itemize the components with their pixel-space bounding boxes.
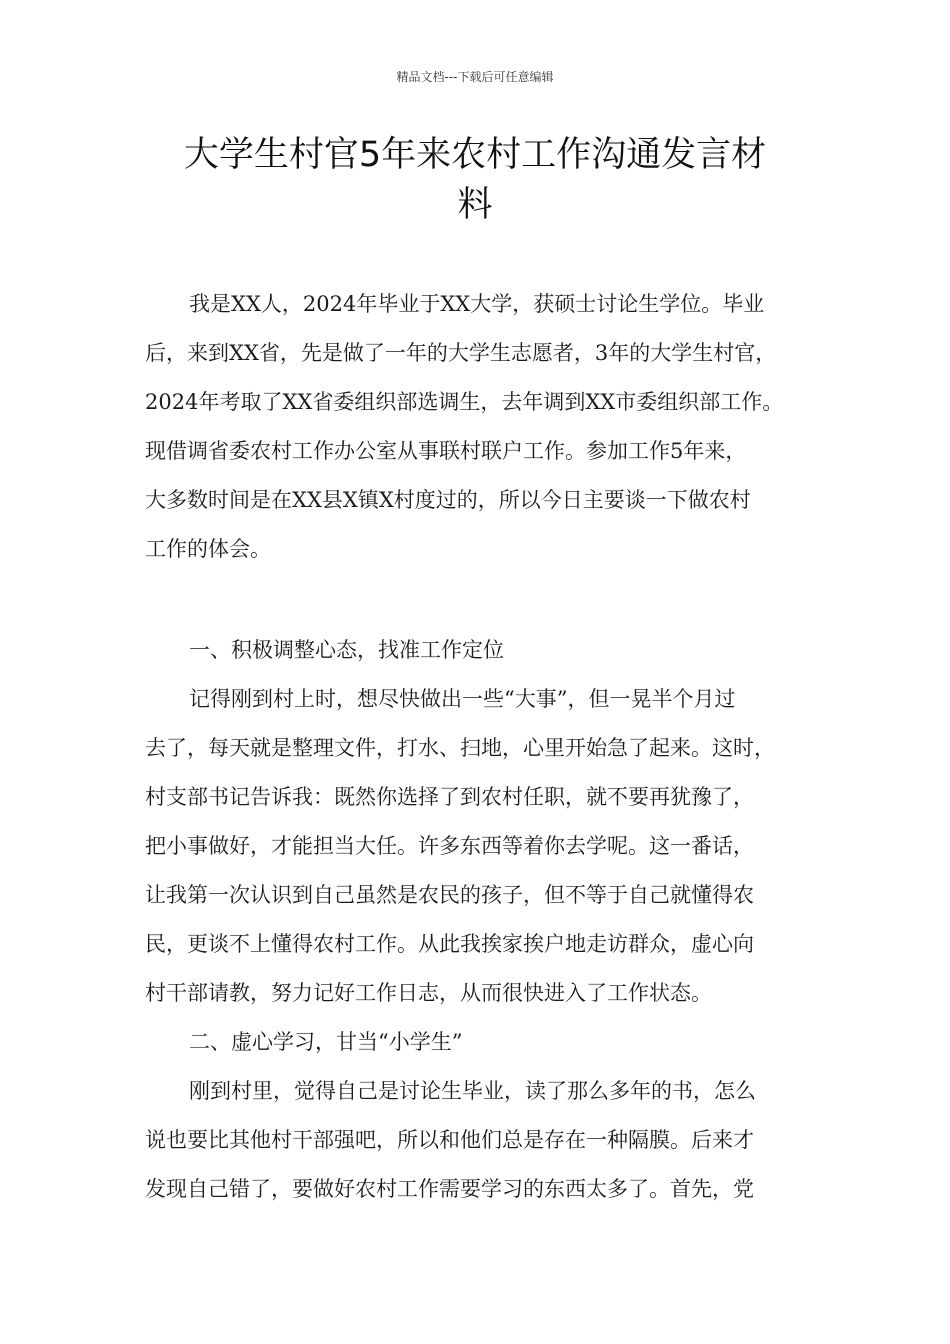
paragraph-line: 2024年考取了XX省委组织部选调生，去年调到XX市委组织部工作。	[145, 390, 784, 414]
paragraph-line: 去了，每天就是整理文件，打水、扫地，心里开始急了起来。这时，	[145, 736, 775, 760]
section-2-paragraph	[145, 1067, 810, 1214]
paragraph-line: 民，更谈不上懂得农村工作。从此我挨家挨户地走访群众，虚心向	[145, 932, 754, 956]
document-title	[140, 130, 810, 230]
paragraph-line: 让我第一次认识到自己虽然是农民的孩子，但不等于自己就懂得农	[145, 883, 754, 907]
paragraph-line: 村支部书记告诉我：既然你选择了到农村任职，就不要再犹豫了，	[145, 785, 754, 809]
paragraph-line: 把小事做好，才能担当大任。许多东西等着你去学呢。这一番话，	[145, 834, 754, 858]
paragraph-line: 大多数时间是在XX县X镇X村度过的，所以今日主要谈一下做农村	[145, 488, 751, 512]
spacer	[145, 574, 810, 626]
paragraph-line: 现借调省委农村工作办公室从事联村联户工作。参加工作5年来，	[145, 439, 747, 463]
intro-paragraph	[145, 280, 810, 574]
paragraph-line: 我是XX人，2024年毕业于XX大学，获硕士讨论生学位。毕业	[189, 292, 765, 316]
paragraph-line: 发现自己错了，要做好农村工作需要学习的东西太多了。首先，党	[145, 1177, 754, 1201]
document-body	[145, 280, 810, 1214]
paragraph-line: 说也要比其他村干部强吧，所以和他们总是存在一种隔膜。后来才	[145, 1128, 754, 1152]
paragraph-line: 村干部请教，努力记好工作日志，从而很快进入了工作状态。	[145, 981, 712, 1005]
paragraph-line: 后，来到XX省，先是做了一年的大学生志愿者，3年的大学生村官，	[145, 341, 777, 365]
paragraph-line: 记得刚到村上时，想尽快做出一些“大事”，但一晃半个月过	[189, 687, 736, 711]
title-line: 料	[457, 185, 493, 225]
paragraph-line: 刚到村里，觉得自己是讨论生毕业，读了那么多年的书，怎么	[189, 1079, 756, 1103]
header-note: 精品文档---下载后可任意编辑	[396, 70, 554, 84]
paragraph-line: 工作的体会。	[145, 537, 271, 561]
section-heading-1: 一、积极调整心态，找准工作定位	[189, 638, 504, 662]
section-heading-2: 二、虚心学习，甘当“小学生”	[189, 1030, 463, 1054]
title-line: 大学生村官5年来农村工作沟通发言材	[183, 135, 767, 175]
section-1-paragraph	[145, 675, 810, 1018]
